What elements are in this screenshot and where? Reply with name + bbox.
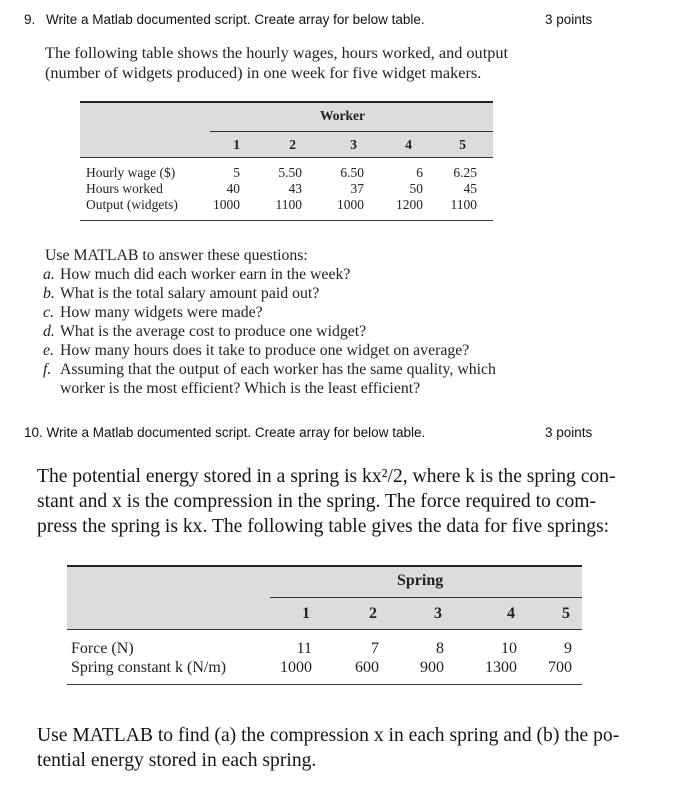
- q9-cell: 5.50: [278, 165, 302, 180]
- question-letter: a.: [43, 266, 55, 283]
- q9-number: 9.: [24, 12, 36, 27]
- q9-cell: 6: [416, 165, 423, 180]
- q9-col-header: 4: [405, 137, 412, 152]
- q10-cell: 1300: [485, 659, 517, 676]
- q10-header-text: Write a Matlab documented script. Create array for below table.: [46, 425, 426, 440]
- q10-final-line1: Use MATLAB to find (a) the compression x in each spring and (b) the po-: [37, 725, 620, 746]
- question-text: How many hours does it take to produce one widget on average?: [60, 342, 470, 359]
- q9-table-header-rule: [80, 157, 493, 158]
- q9-row-label: Output (widgets): [86, 197, 178, 212]
- q10-row-label: Spring constant k (N/m): [71, 659, 227, 676]
- q10-col-header: 5: [562, 605, 570, 622]
- q10-cell: 9: [564, 640, 572, 657]
- q10-table-group-rule: [270, 597, 582, 598]
- q9-question-list: [43, 265, 496, 398]
- q10-cell: 900: [420, 659, 444, 676]
- q10-table-top-rule: [67, 565, 582, 567]
- q9-table-group-rule: [210, 131, 493, 132]
- question-f-continued: worker is the most efficient? Which is the least efficient?: [60, 380, 421, 397]
- q9-col-header: 5: [459, 137, 466, 152]
- q9-intro-line1: The following table shows the hourly wages, hours worked, and output: [45, 43, 509, 62]
- q10-para-line1: The potential energy stored in a spring is kx²/2, where k is the spring con-: [37, 466, 616, 487]
- question-text: What is the total salary amount paid out?: [60, 285, 320, 302]
- q10-col-header: 3: [434, 605, 442, 622]
- q10-header: [24, 425, 425, 440]
- q10-points: 3 points: [545, 425, 593, 440]
- q9-cell: 50: [409, 181, 423, 196]
- q9-cell: 40: [226, 181, 240, 196]
- q9-header-text: Write a Matlab documented script. Create array for below table.: [46, 12, 425, 27]
- q10-table-group-label: Spring: [397, 572, 444, 589]
- question-text: How much did each worker earn in the week?: [60, 266, 351, 283]
- q9-col-header: 1: [233, 137, 240, 152]
- q10-number: 10.: [24, 425, 43, 440]
- q9-cell: 1100: [450, 197, 477, 212]
- q9-cell: 45: [463, 181, 477, 196]
- q9-row-label: Hourly wage ($): [86, 165, 176, 180]
- q10-cell: 600: [355, 659, 379, 676]
- question-letter: c.: [43, 304, 54, 321]
- q9-cell: 6.50: [340, 165, 364, 180]
- question-text: What is the average cost to produce one widget?: [60, 323, 367, 340]
- question-b: [43, 284, 496, 303]
- q9-col-header: 2: [289, 137, 296, 152]
- q9-cell: 37: [350, 181, 364, 196]
- question-f: [43, 360, 496, 379]
- q9-table-bottom-rule: [80, 220, 493, 221]
- q10-cell: 10: [501, 640, 517, 657]
- question-letter: b.: [43, 285, 55, 302]
- question-letter: d.: [43, 323, 55, 340]
- question-c: [43, 303, 496, 322]
- question-a: [43, 265, 496, 284]
- question-letter: f.: [43, 361, 52, 378]
- question-text: How many widgets were made?: [60, 304, 263, 321]
- q9-table-group-label: Worker: [320, 108, 365, 123]
- q9-header: [24, 12, 425, 27]
- q9-table-top-rule: [80, 101, 493, 103]
- q10-final-line2: tential energy stored in each spring.: [37, 750, 317, 771]
- q9-cell: 5: [233, 165, 240, 180]
- q10-para-line3: press the spring is kx. The following table gives the data for five springs:: [37, 516, 610, 537]
- q10-para-line2: stant and x is the compression in the spring. The force required to com-: [37, 491, 597, 512]
- q10-cell: 11: [296, 640, 312, 657]
- q9-intro-line2: (number of widgets produced) in one week for five widget makers.: [45, 63, 482, 82]
- q10-cell: 1000: [280, 659, 312, 676]
- q10-paragraph: [37, 464, 616, 539]
- q10-col-header: 4: [507, 605, 515, 622]
- question-text: Assuming that the output of each worker has the same quality, which: [60, 361, 496, 378]
- q9-cell: 1000: [213, 197, 240, 212]
- q9-col-header: 3: [350, 137, 357, 152]
- q10-col-header: 2: [369, 605, 377, 622]
- question-e: [43, 341, 496, 360]
- q9-cell: 6.25: [453, 165, 477, 180]
- q10-col-header: 1: [302, 605, 310, 622]
- q10-cell: 700: [548, 659, 572, 676]
- question-letter: e.: [43, 342, 54, 359]
- q9-questions-intro: Use MATLAB to answer these questions:: [45, 247, 308, 264]
- q10-cell: 8: [436, 640, 444, 657]
- q10-row-label: Force (N): [71, 640, 134, 657]
- q9-points: 3 points: [545, 12, 593, 27]
- q9-cell: 1000: [337, 197, 364, 212]
- q10-final-paragraph: [37, 723, 619, 773]
- q9-intro: [45, 43, 508, 83]
- q9-cell: 1200: [396, 197, 423, 212]
- q10-cell: 7: [371, 640, 379, 657]
- question-d: [43, 322, 496, 341]
- q10-table-bottom-rule: [67, 684, 582, 685]
- q9-cell: 43: [288, 181, 302, 196]
- q10-table-header-rule: [67, 629, 582, 630]
- q9-row-label: Hours worked: [86, 181, 163, 196]
- q9-cell: 1100: [275, 197, 302, 212]
